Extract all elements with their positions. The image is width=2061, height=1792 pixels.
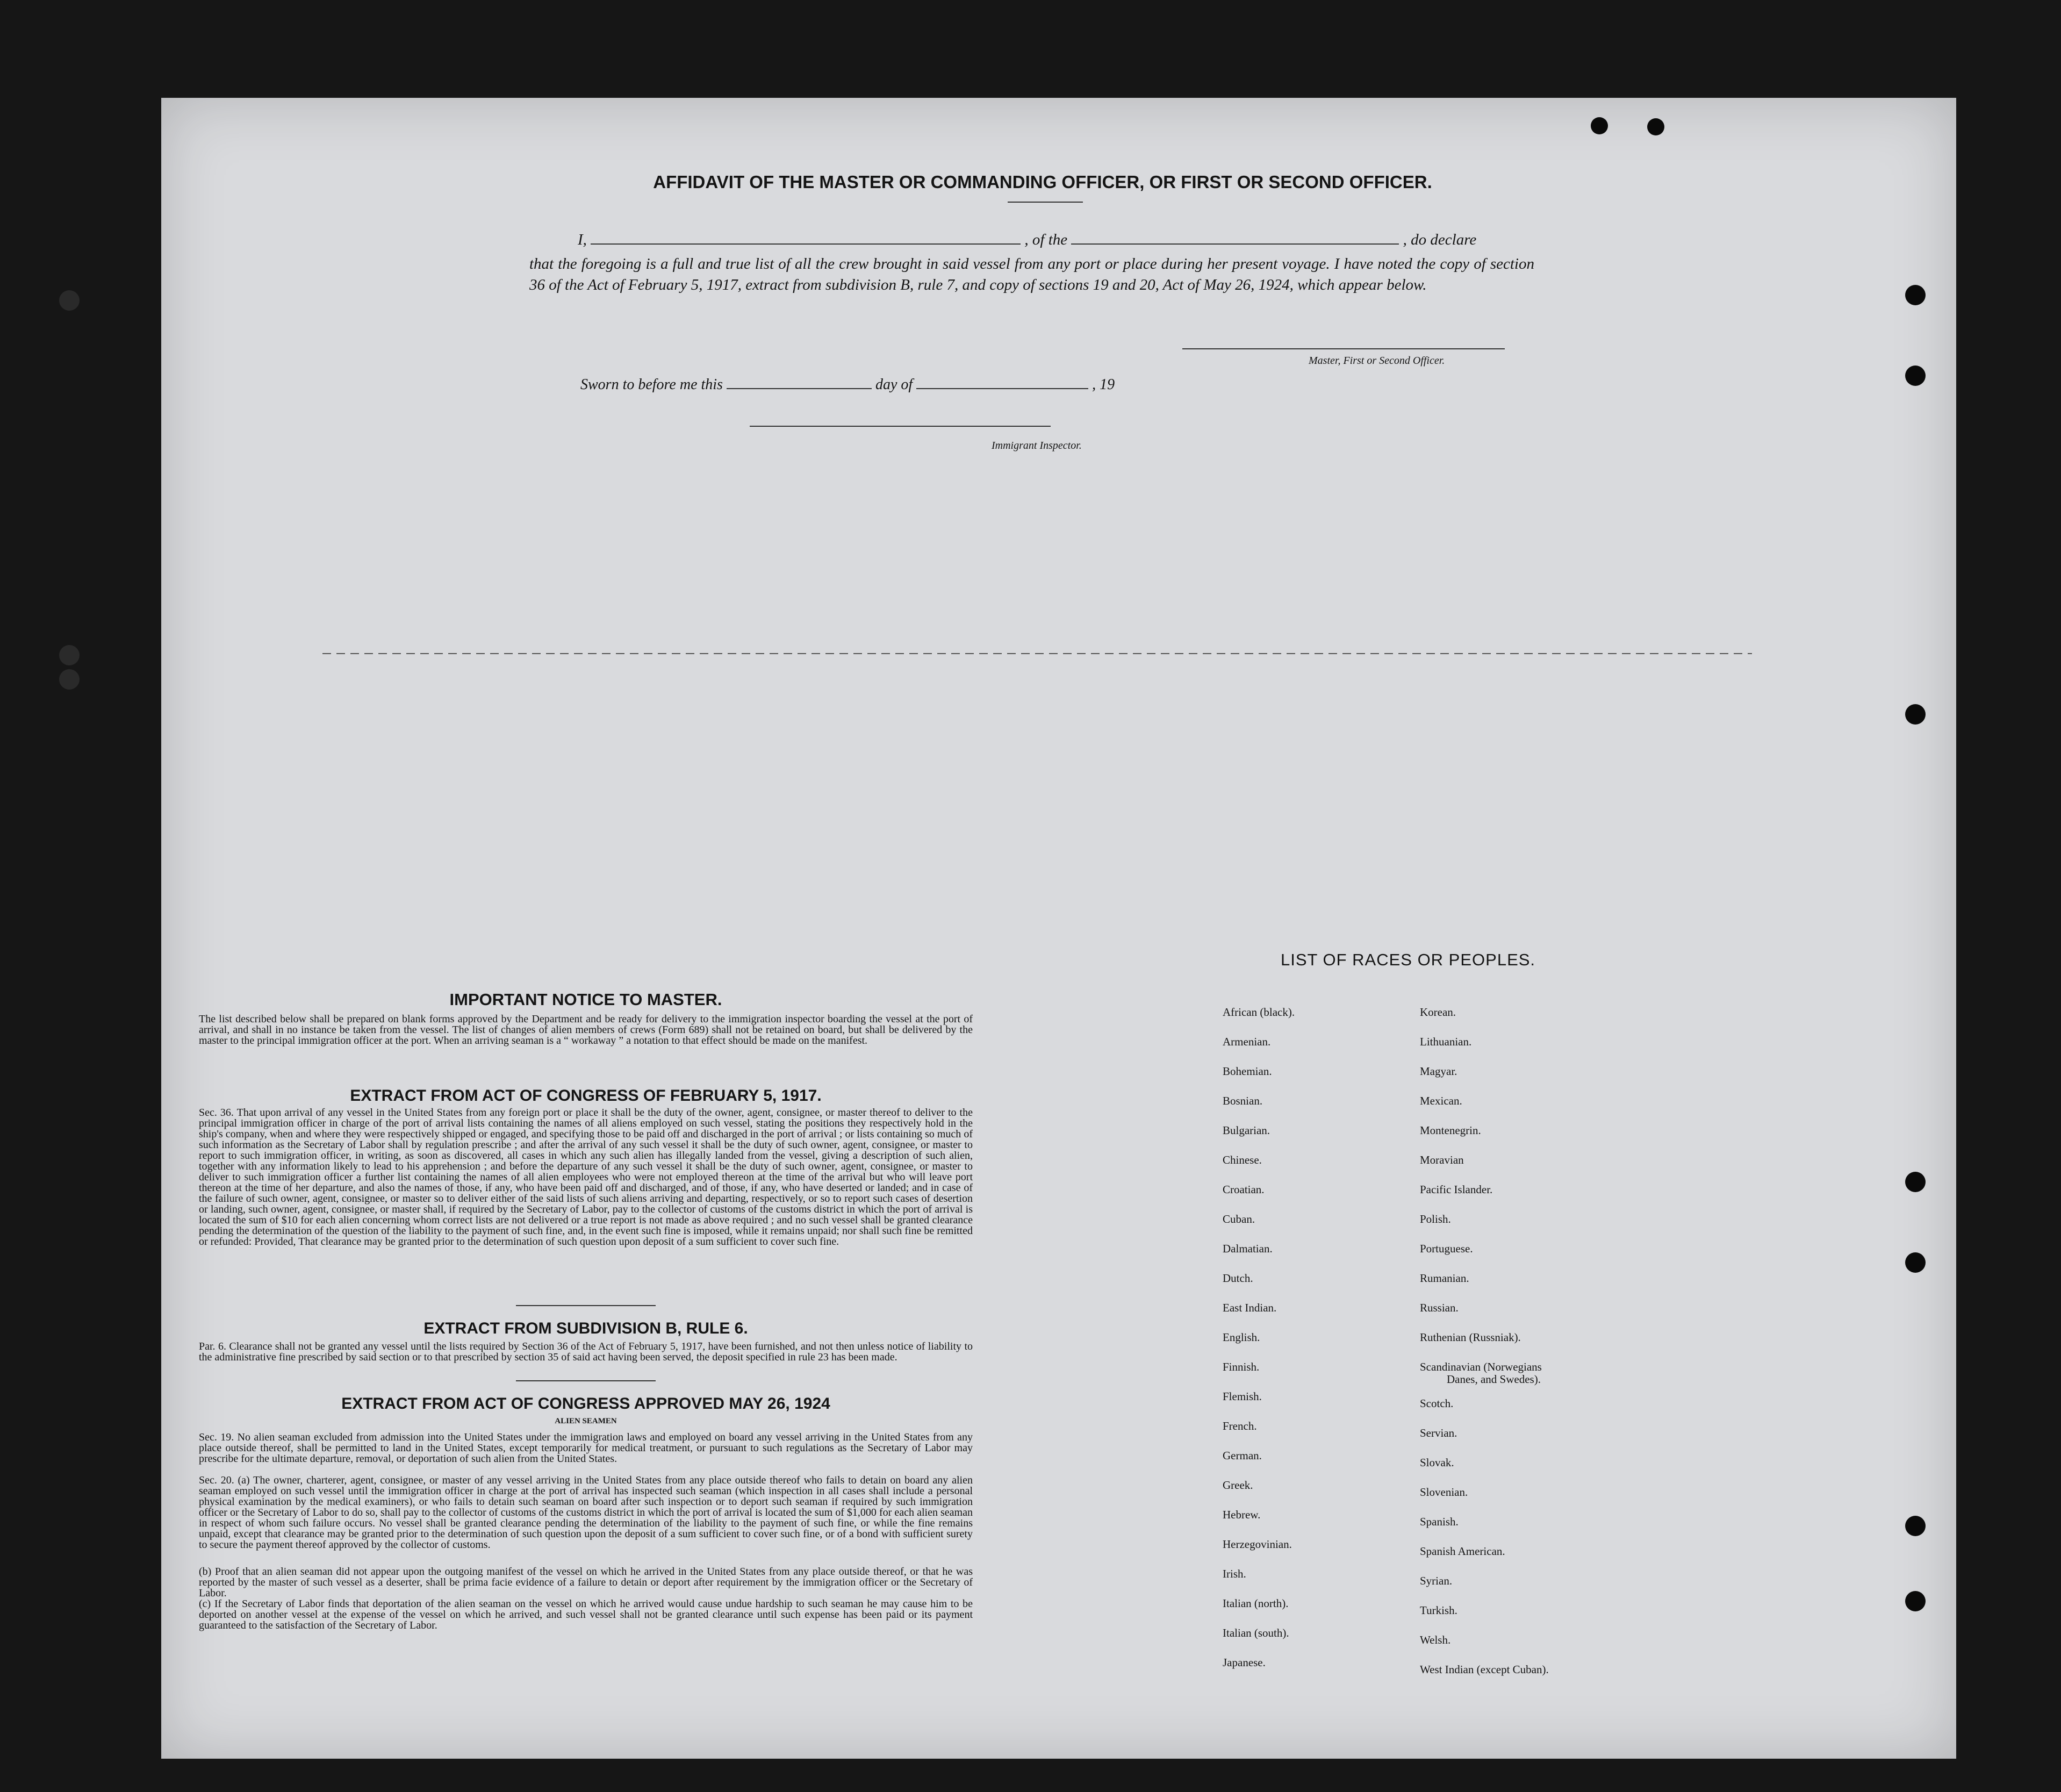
punch-hole bbox=[1905, 365, 1926, 386]
race-item: Russian. bbox=[1420, 1301, 1459, 1314]
race-item: Syrian. bbox=[1420, 1574, 1453, 1587]
day-field[interactable] bbox=[727, 388, 872, 389]
race-item: Rumanian. bbox=[1420, 1272, 1469, 1285]
races-title: LIST OF RACES OR PEOPLES. bbox=[1280, 950, 1536, 969]
race-item: Armenian. bbox=[1223, 1035, 1271, 1048]
race-item: Lithuanian. bbox=[1420, 1035, 1472, 1048]
race-item: Danes, and Swedes). bbox=[1447, 1373, 1541, 1386]
race-item: Dalmatian. bbox=[1223, 1242, 1273, 1255]
race-item: Ruthenian (Russniak). bbox=[1420, 1331, 1521, 1344]
sworn-line bbox=[580, 376, 1115, 393]
extract-rule6-text: Par. 6. Clearance shall not be granted any vessel until the lists required by Section 36 of the Act of February 5, 1917, have been furnished, and not then unless notice of liability to the administrative fine prescribed by said section or to that prescribed by section 35 of said act having been served, the deposit specified in rule 23 has been made. bbox=[199, 1341, 973, 1363]
extract-1924-sec20a: Sec. 20. (a) The owner, charterer, agent, consignee, or master of any vessel arriving in the United States from any place outside thereof who fails to detain on board any alien seaman employed on such vessel until the immigration officer in charge at the port of arrival has inspected such seaman (which inspection in all cases shall include a personal physical examination by the medical examiners), or who fails to detain such seaman on board after such inspection or to deport such seaman if required by such immigration officer or the Secretary of Labor to do so, shall pay to the collector of customs of the customs district in which the port of arrival is located the sum of $1,000 for each alien seaman in respect of whom such failure occurs. No vessel shall be granted clearance pending the determination of the liability to the payment of such fine, or while the fine remains unpaid, except that clearance may be granted prior to the determination of such question upon the deposit of a sum sufficient to cover such fine, or of a bond with sufficient surety to secure the payment thereof approved by the collector of customs. bbox=[199, 1474, 973, 1551]
races-right-column bbox=[1420, 1006, 1549, 1693]
notice-text: The list described below shall be prepared on blank forms approved by the Department and be ready for delivery to the immigration inspector boarding the vessel at the port of arrival, and shall in no instance be taken from the vessel. The list of changes of alien members of crews (Form 689) shall not be retained on board, but shall be delivered by the master to the principal immigration officer at the port. When an arriving seaman is a “ workaway ” a notation to that effect should be made on the manifest. bbox=[199, 1013, 973, 1046]
race-item: Polish. bbox=[1420, 1213, 1451, 1225]
affidavit-of-the-label: , of the bbox=[1024, 231, 1068, 248]
punch-hole bbox=[1905, 1252, 1926, 1273]
race-item: Turkish. bbox=[1420, 1604, 1457, 1617]
race-item: Bohemian. bbox=[1223, 1065, 1272, 1078]
month-field[interactable] bbox=[916, 388, 1088, 389]
affidavit-line1 bbox=[578, 231, 1534, 249]
punch-hole bbox=[59, 669, 80, 690]
race-item: Cuban. bbox=[1223, 1213, 1255, 1225]
race-item: Pacific Islander. bbox=[1420, 1183, 1493, 1196]
day-of-label: day of bbox=[875, 376, 913, 393]
race-item: Spanish American. bbox=[1420, 1545, 1505, 1558]
race-item: Magyar. bbox=[1420, 1065, 1457, 1078]
race-item: Servian. bbox=[1420, 1427, 1457, 1439]
extract-rule6-title: EXTRACT FROM SUBDIVISION B, RULE 6. bbox=[423, 1320, 748, 1337]
race-item: Korean. bbox=[1420, 1006, 1456, 1019]
race-item: Flemish. bbox=[1223, 1390, 1262, 1403]
race-item: Japanese. bbox=[1223, 1656, 1266, 1669]
name-field[interactable] bbox=[591, 243, 1021, 245]
sworn-label: Sworn to before me this bbox=[580, 376, 723, 393]
notice-title: IMPORTANT NOTICE TO MASTER. bbox=[449, 990, 722, 1009]
race-item: Montenegrin. bbox=[1420, 1124, 1481, 1137]
race-item: Bosnian. bbox=[1223, 1094, 1263, 1107]
race-item: Herzegovinian. bbox=[1223, 1538, 1292, 1551]
inspector-label: Immigrant Inspector. bbox=[992, 440, 1082, 451]
punch-hole bbox=[1905, 1516, 1926, 1536]
race-item: Dutch. bbox=[1223, 1272, 1253, 1285]
race-item: Greek. bbox=[1223, 1479, 1253, 1492]
race-item: Portuguese. bbox=[1420, 1242, 1473, 1255]
extract-1924-sec19: Sec. 19. No alien seaman excluded from admission into the United States under the immigration laws and employed on board any vessel arriving in the United States from any place outside thereof, shall be permitted to land in the United States, except temporarily for medical treatment, or pursuant to such regulations as the Secretary of Labor may prescribe for the ultimate departure, removal, or deportation of such alien from the United States. bbox=[199, 1431, 973, 1465]
race-item: Welsh. bbox=[1420, 1633, 1451, 1646]
extract-1917-title: EXTRACT FROM ACT OF CONGRESS OF FEBRUARY 5, 1917. bbox=[350, 1087, 822, 1105]
extract-1917-text: Sec. 36. That upon arrival of any vessel in the United States from any foreign port or place it shall be the duty of the owner, agent, consignee, or master thereof to deliver to the principal immigration officer in charge of the port of arrival lists containing the names of all aliens employed on such vessel, stating the positions they respectively hold in the ship's company, when and where they were respectively shipped or engaged, and specifying those to be paid off and discharged in the port of arrival ; or lists containing so much of such information as the Secretary of Labor shall by regulation prescribe ; and after the arrival of any such vessel it shall be the duty of such owner, agent, consignee, or master to report to such immigration officer, in writing, as soon as discovered, all cases in which any such alien has illegally landed from the vessel, giving a description of such alien, together with any information likely to lead to his apprehension ; and before the departure of any such vessel it shall be the duty of such owner, agent, consignee, or master to deliver to such immigration officer a further list containing the names of all alien employees who were not employed thereon at the time of the arrival but who will leave port thereon at the time of her departure, and also the names of those, if any, who have been paid off and discharged, and of those, if any, who have deserted or landed; and in case of the failure of such owner, agent, consignee, or master so to deliver either of the said lists of such aliens arriving and departing, respectively, or so to report such cases of desertion or landing, such owner, agent, consignee, or master shall, if required by the Secretary of Labor, pay to the collector of customs of the customs district in which the port of arrival is located the sum of $10 for each alien concerning whom correct lists are not delivered or a true report is not made as above required ; and no such vessel shall be granted clearance pending the determination of the question of the liability to the payment of such fine, and, in the event such fine is imposed, while it remains unpaid; nor shall such fine be remitted or refunded: Provided, That clearance may be granted prior to the determination of such question upon deposit of a sum sufficient to cover such fine. bbox=[199, 1107, 973, 1248]
race-item: French. bbox=[1223, 1420, 1257, 1432]
title-underline bbox=[1008, 202, 1083, 203]
race-item: German. bbox=[1223, 1449, 1262, 1462]
race-item: Finnish. bbox=[1223, 1360, 1260, 1373]
affidavit-i-label: I, bbox=[578, 231, 587, 248]
race-item: Chinese. bbox=[1223, 1153, 1262, 1166]
signature-label: Master, First or Second Officer. bbox=[1309, 355, 1445, 367]
race-item: Slovenian. bbox=[1420, 1486, 1468, 1499]
punch-hole bbox=[1905, 1172, 1926, 1192]
signature-line bbox=[1182, 348, 1505, 349]
extract-1924-title: EXTRACT FROM ACT OF CONGRESS APPROVED MAY 26, 1924 bbox=[341, 1395, 830, 1413]
race-item: Mexican. bbox=[1420, 1094, 1462, 1107]
punch-hole bbox=[59, 645, 80, 665]
punch-hole bbox=[1905, 704, 1926, 725]
punch-hole bbox=[1591, 117, 1608, 134]
extract-1924-subtitle: ALIEN SEAMEN bbox=[555, 1417, 617, 1425]
race-item: Italian (north). bbox=[1223, 1597, 1289, 1610]
section-divider bbox=[516, 1380, 656, 1381]
punch-hole bbox=[59, 290, 80, 311]
race-item: Scotch. bbox=[1420, 1397, 1454, 1410]
punch-hole bbox=[1905, 285, 1926, 305]
race-item: Irish. bbox=[1223, 1567, 1246, 1580]
race-item: Croatian. bbox=[1223, 1183, 1265, 1196]
race-item: Italian (south). bbox=[1223, 1626, 1289, 1639]
race-item: Moravian bbox=[1420, 1153, 1464, 1166]
inspector-line bbox=[750, 426, 1051, 427]
extract-1924-sec20c: (c) If the Secretary of Labor finds that deportation of the alien seaman on the vessel on which he arrived would cause undue hardship to such seaman he may cause him to be deported on another vessel at the expense of the vessel on which he arrived, and such vessel shall not be granted clearance until such expense has been paid or its payment guaranteed to the satisfaction of the Secretary of Labor. bbox=[199, 1598, 973, 1631]
extract-1924-sec20b: (b) Proof that an alien seaman did not appear upon the outgoing manifest of the vessel on which he arrived in the United States from any place outside thereof, or that he was reported by the master of such vessel as a deserter, shall be prima facie evidence of a failure to detain or deport after requirement by the immigration officer or the Secretary of Labor. bbox=[199, 1566, 973, 1599]
races-left-column bbox=[1223, 1006, 1295, 1686]
affidavit-title: AFFIDAVIT OF THE MASTER OR COMMANDING OFFICER, OR FIRST OR SECOND OFFICER. bbox=[653, 172, 1432, 192]
race-item: Spanish. bbox=[1420, 1515, 1459, 1528]
dashed-rule bbox=[322, 653, 1752, 654]
affidavit-declare-label: , do declare bbox=[1403, 231, 1477, 248]
punch-hole bbox=[1905, 1591, 1926, 1611]
race-item: Bulgarian. bbox=[1223, 1124, 1270, 1137]
section-divider bbox=[516, 1305, 656, 1306]
race-item: West Indian (except Cuban). bbox=[1420, 1663, 1549, 1676]
race-item: East Indian. bbox=[1223, 1301, 1277, 1314]
race-item: Scandinavian (Norwegians bbox=[1420, 1360, 1542, 1373]
punch-hole bbox=[1647, 118, 1664, 135]
vessel-field[interactable] bbox=[1071, 243, 1399, 245]
race-item: English. bbox=[1223, 1331, 1260, 1344]
race-item: Slovak. bbox=[1420, 1456, 1454, 1469]
year-label: , 19 bbox=[1092, 376, 1115, 393]
race-item: Hebrew. bbox=[1223, 1508, 1261, 1521]
race-item: African (black). bbox=[1223, 1006, 1295, 1019]
affidavit-paragraph: that the foregoing is a full and true list of all the crew brought in said vessel from any port or place during her present voyage. I have noted the copy of section 36 of the Act of February 5, 1917, extract from subdivision B, rule 7, and copy of sections 19 and 20, Act of May 26, 1924, which appear below. bbox=[529, 255, 1534, 293]
